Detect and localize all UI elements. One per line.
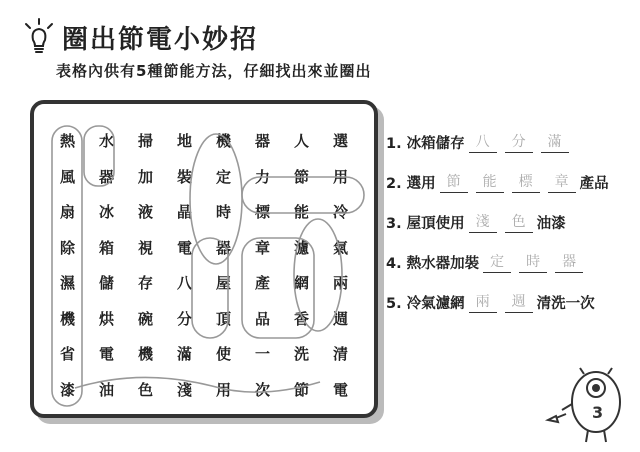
question-3	[386, 212, 566, 233]
page-title: 圈出節電小妙招	[62, 24, 259, 55]
grid-cell[interactable]: 器	[98, 167, 114, 186]
lightbulb-icon	[22, 18, 56, 56]
handwritten-answer: 八	[475, 134, 490, 150]
answer-blank[interactable]	[512, 172, 540, 193]
question-suffix: 清洗一次	[536, 296, 595, 312]
grid-cell[interactable]: 箱	[98, 238, 114, 257]
grid-cell[interactable]: 液	[137, 203, 153, 222]
answer-blank[interactable]	[519, 252, 547, 273]
grid-cell[interactable]: 碗	[137, 309, 153, 328]
question-label: 1. 冰箱儲存	[386, 136, 465, 152]
mascot-character	[544, 358, 634, 448]
question-label: 4. 熱水器加裝	[386, 256, 480, 272]
grid-cell[interactable]: 器	[254, 132, 270, 151]
answer-blank[interactable]	[555, 252, 583, 273]
grid-cell[interactable]: 洗	[293, 345, 309, 364]
grid-cell[interactable]: 定	[215, 167, 231, 186]
grid-cell[interactable]: 屋	[215, 274, 231, 293]
grid-cell[interactable]: 使	[215, 345, 231, 364]
grid-cell[interactable]: 能	[293, 203, 309, 222]
grid-cell[interactable]: 風	[59, 167, 75, 186]
grid-cell[interactable]: 節	[293, 380, 309, 399]
grid-cell[interactable]: 節	[293, 167, 309, 186]
question-4	[386, 252, 587, 273]
grid-cell[interactable]: 漆	[59, 380, 75, 399]
handwritten-answer: 分	[511, 134, 526, 150]
grid-cell[interactable]: 器	[215, 238, 231, 257]
question-label: 2. 選用	[386, 176, 436, 192]
question-suffix: 油漆	[536, 216, 566, 232]
grid-cell[interactable]: 油	[98, 380, 114, 399]
grid-cell[interactable]: 機	[137, 345, 153, 364]
handwritten-answer: 滿	[547, 134, 562, 150]
grid-cell[interactable]: 頂	[215, 309, 231, 328]
instruction-text: 表格內供有5種節能方法，仔細找出來並圈出	[56, 62, 372, 80]
grid-cell[interactable]: 標	[254, 203, 270, 222]
handwritten-answer: 時	[526, 254, 541, 270]
grid-cell[interactable]: 網	[293, 274, 309, 293]
grid-cell[interactable]: 八	[176, 274, 192, 293]
grid-cell[interactable]: 用	[332, 167, 348, 186]
grid-cell[interactable]: 省	[59, 345, 75, 364]
question-2	[386, 172, 609, 193]
question-label: 5. 冷氣濾網	[386, 296, 465, 312]
grid-cell[interactable]: 章	[254, 238, 270, 257]
grid-cell[interactable]: 濕	[59, 274, 75, 293]
grid-cell[interactable]: 電	[332, 380, 348, 399]
grid-cell[interactable]: 用	[215, 380, 231, 399]
grid-cell[interactable]: 烘	[98, 309, 114, 328]
grid-cell[interactable]: 冷	[332, 203, 348, 222]
answer-blank[interactable]	[469, 292, 497, 313]
grid-cell[interactable]: 力	[254, 167, 270, 186]
grid-cell[interactable]: 掃	[137, 132, 153, 151]
grid-cell[interactable]: 地	[176, 132, 192, 151]
grid-cell[interactable]: 冰	[98, 203, 114, 222]
grid-cell[interactable]: 一	[254, 345, 270, 364]
grid-cell[interactable]: 人	[293, 132, 309, 151]
grid-cell[interactable]: 清	[332, 345, 348, 364]
answer-blank[interactable]	[505, 132, 533, 153]
answer-blank[interactable]	[541, 132, 569, 153]
grid-cell[interactable]: 熱	[59, 132, 75, 151]
grid-cell[interactable]: 存	[137, 274, 153, 293]
answer-blank[interactable]	[476, 172, 504, 193]
grid-cell[interactable]: 濾	[293, 238, 309, 257]
grid-cell[interactable]: 電	[98, 345, 114, 364]
answer-blank[interactable]	[469, 132, 497, 153]
handwritten-answer: 定	[490, 254, 505, 270]
grid-cell[interactable]: 機	[59, 309, 75, 328]
grid-cell[interactable]: 兩	[332, 274, 348, 293]
question-label: 3. 屋頂使用	[386, 216, 465, 232]
grid-cell[interactable]: 晶	[176, 203, 192, 222]
grid-cell[interactable]: 淺	[176, 380, 192, 399]
grid-cell[interactable]: 電	[176, 238, 192, 257]
handwritten-answer: 色	[511, 214, 526, 230]
grid-cell[interactable]: 週	[332, 309, 348, 328]
grid-cell[interactable]: 產	[254, 274, 270, 293]
grid-cell[interactable]: 色	[137, 380, 153, 399]
answer-blank[interactable]	[505, 292, 533, 313]
handwritten-answer: 兩	[475, 294, 490, 310]
grid-cell[interactable]: 次	[254, 380, 270, 399]
grid-cell[interactable]: 除	[59, 238, 75, 257]
grid-cell[interactable]: 滿	[176, 345, 192, 364]
handwritten-answer: 器	[562, 254, 577, 270]
handwritten-answer: 週	[511, 294, 526, 310]
grid-cell[interactable]: 儲	[98, 274, 114, 293]
answer-blank[interactable]	[469, 212, 497, 233]
grid-cell[interactable]: 時	[215, 203, 231, 222]
grid-cell[interactable]: 品	[254, 309, 270, 328]
word-search-grid	[48, 123, 360, 407]
title-area	[22, 18, 258, 56]
question-suffix: 產品	[579, 176, 609, 192]
handwritten-answer: 淺	[475, 214, 490, 230]
grid-cell[interactable]: 選	[332, 132, 348, 151]
mascot-number: 3	[592, 403, 604, 422]
answer-blank[interactable]	[548, 172, 576, 193]
grid-cell[interactable]: 機	[215, 132, 231, 151]
grid-cell[interactable]: 加	[137, 167, 153, 186]
grid-cell[interactable]: 裝	[176, 167, 192, 186]
answer-blank[interactable]	[483, 252, 511, 273]
handwritten-answer: 標	[518, 174, 533, 190]
grid-cell[interactable]: 水	[98, 132, 114, 151]
question-1	[386, 132, 573, 153]
answer-blank[interactable]	[440, 172, 468, 193]
grid-cell[interactable]: 香	[293, 309, 309, 328]
grid-cell[interactable]: 分	[176, 309, 192, 328]
question-5	[386, 292, 595, 313]
handwritten-answer: 章	[554, 174, 569, 190]
grid-cell[interactable]: 扇	[59, 203, 75, 222]
grid-cell[interactable]: 氣	[332, 238, 348, 257]
answer-blank[interactable]	[505, 212, 533, 233]
handwritten-answer: 能	[482, 174, 497, 190]
handwritten-answer: 節	[446, 174, 461, 190]
grid-cell[interactable]: 視	[137, 238, 153, 257]
